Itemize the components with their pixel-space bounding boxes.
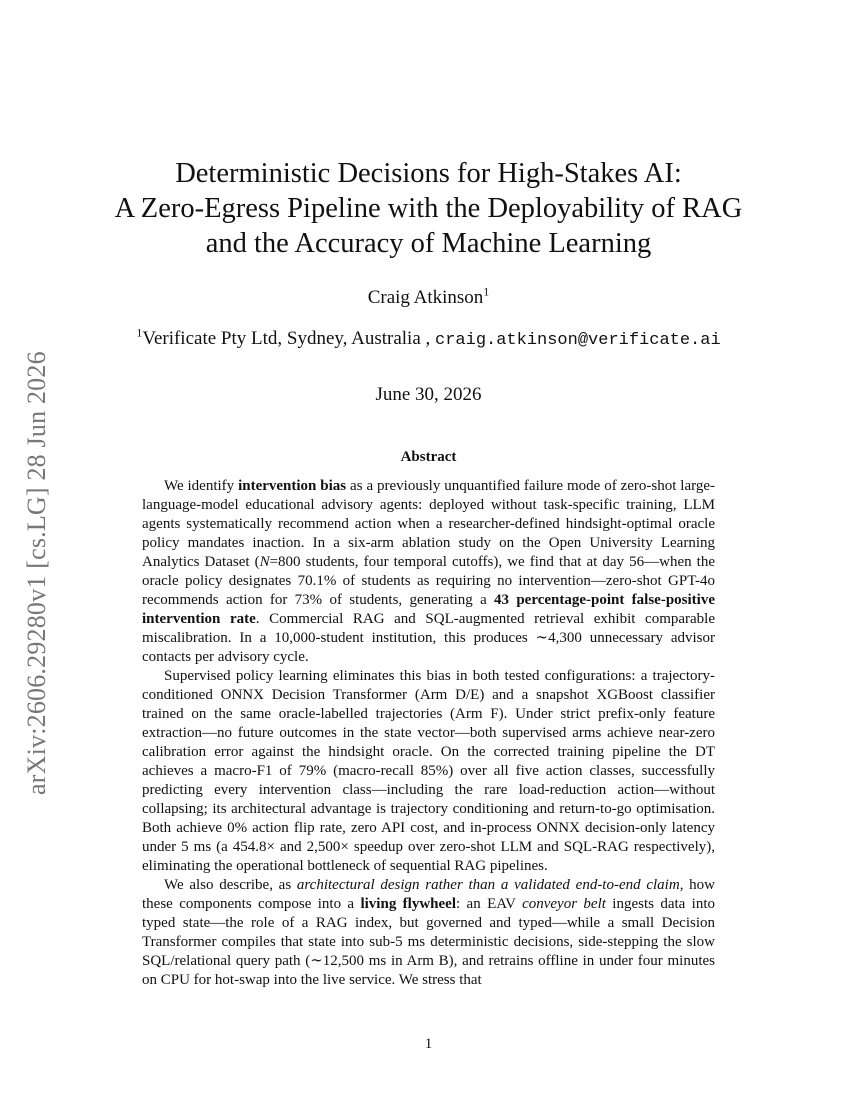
abstract-text: . Commercial RAG and SQL-augmented retrieval exhibit comparable miscalibration. In a 10,000-student institution, this produces ∼4,300 unnecessary advisor contacts per advisory cycle.: [142, 611, 715, 665]
affiliation-mark: 1: [136, 325, 143, 340]
author-email[interactable]: craig.atkinson@verificate.ai: [435, 331, 721, 350]
author-name: Craig Atkinson: [367, 287, 484, 308]
abstract-text: We also describe, as: [164, 877, 297, 893]
author-line: [0, 284, 857, 309]
abstract-paragraph-1: [142, 477, 715, 667]
paper-title: [80, 156, 777, 261]
abstract-heading: Abstract: [400, 449, 457, 465]
abstract-variable: N: [259, 554, 270, 570]
arxiv-identifier: arXiv:2606.29280v1 [cs.LG] 28 Jun 2026: [22, 351, 51, 795]
affiliation-text: Verificate Pty Ltd, Sydney, Australia ,: [142, 328, 436, 349]
abstract-text: ingests data into typed state—the role of a RAG index, but governed and typed—while a small Decision Transformer compiles that state into sub-5 ms deterministic decisions, side-stepping the slow SQL/relational query path (∼12,500 ms in Arm B), and retrains offline in under four minutes on CPU for hot-swap into the live service. We stress that: [142, 896, 716, 988]
abstract-paragraph-2: Supervised policy learning eliminates this bias in both tested configurations: a trajectory-conditioned ONNX Decision Transformer (Arm D/E) and a snapshot XGBoost classifier trained on the same oracle-labelled trajectories (Arm F). Under strict prefix-only feature extraction—no future outcomes in the state vector—both supervised arms achieve near-zero calibration error against the hindsight oracle. On the corrected training pipeline the DT achieves a macro-F1 of 79% (macro-recall 85%) over all five action classes, successfully predicting every intervention class—including the rare load-reduction action—without collapsing; its architectural advantage is trajectory conditioning and return-to-go optimisation. Both achieve 0% action flip rate, zero API cost, and in-process ONNX decision-only latency under 5 ms (a 454.8× and 2,500× speedup over zero-shot LLM and SQL-RAG respectively), eliminating the operational bottleneck of sequential RAG pipelines.: [142, 668, 715, 874]
abstract-text: , how these components compose into a: [142, 877, 715, 912]
abstract-bold-term: 43 percentage-point false-positive intervention rate: [142, 592, 715, 627]
title-line-1: Deterministic Decisions for High-Stakes AI:: [175, 158, 682, 189]
abstract-paragraph-3: [142, 876, 715, 990]
abstract-bold-term: intervention bias: [238, 478, 347, 494]
paper-date: June 30, 2026: [375, 384, 482, 405]
abstract-body: [142, 477, 715, 990]
abstract-text: : an EAV: [456, 896, 523, 912]
abstract-bold-term: living flywheel: [360, 896, 457, 912]
page-number: 1: [424, 1036, 433, 1052]
abstract-text: as a previously unquantified failure mode of zero-shot large-language-model educational advisory agents: deployed without task-specific training, LLM agents systematically recommend action when a researcher-defined hindsight-optimal oracle policy mandates inaction. In a six-arm ablation study on the Open University Learning Analytics Dataset (: [142, 478, 715, 570]
abstract-italic-phrase: conveyor belt: [522, 896, 606, 912]
abstract-italic-phrase: architectural design rather than a validated end-to-end claim: [296, 877, 680, 893]
abstract-text: We identify: [164, 478, 239, 494]
title-line-3: and the Accuracy of Machine Learning: [205, 228, 652, 259]
author-affiliation-mark: 1: [483, 284, 490, 299]
title-line-2: A Zero-Egress Pipeline with the Deployability of RAG: [114, 193, 743, 224]
abstract-text: =800 students, four temporal cutoffs), we find that at day 56—when the oracle policy designates 70.1% of students as requiring no intervention—zero-shot GPT-4o recommends action for 73% of students, generating a: [142, 554, 715, 608]
affiliation-line: [0, 325, 857, 350]
